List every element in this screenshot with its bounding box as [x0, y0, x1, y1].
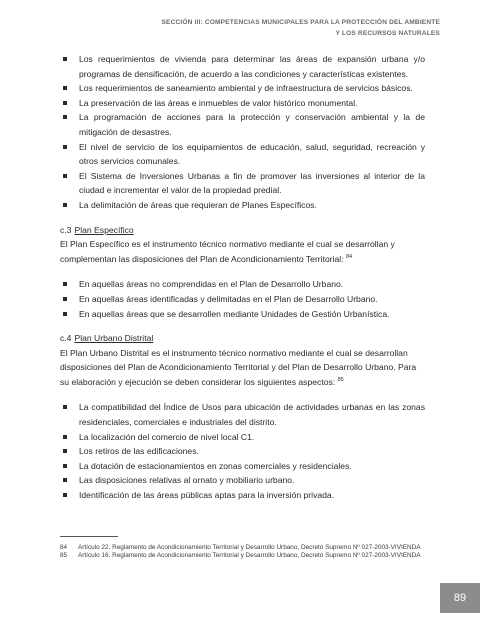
list-item: En aquellas áreas no comprendidas en el Plan de Desarrollo Urbano. [60, 277, 425, 292]
section-number: c.3 [60, 224, 72, 235]
footnote-text: Artículo 22. Reglamento de Acondicionamiento Territorial y Desarrollo Urbano, Decreto Supremo Nº 027-2003-VIVIENDA [78, 544, 421, 551]
list-item: La programación de acciones para la protección y conservación ambiental y la de mitigación de desastres. [60, 110, 425, 139]
section-heading-c3 [60, 223, 425, 238]
main-content [60, 52, 425, 503]
footnote-number: 85 [60, 552, 68, 560]
footnote-ref-85[interactable]: 85 [337, 377, 344, 384]
bullet-list-c4 [60, 400, 425, 502]
footnote-text: Artículo 16. Reglamento de Acondicionamiento Territorial y Desarrollo Urbano, Decreto Supremo Nº 027-2003-VIVIENDA [78, 552, 421, 560]
section-paragraph-c4 [60, 346, 425, 390]
footnote-84 [60, 544, 440, 552]
list-item: Los retiros de las edificaciones. [60, 444, 425, 459]
footnote-85 [60, 552, 440, 560]
paragraph-text: El Plan Específico es el instrumento técnico normativo mediante el cual se desarrollan y complementan las disposiciones del Plan de Acondicionamiento Territorial: [60, 239, 395, 264]
header-line-2: Y LOS RECURSOS NATURALES [335, 30, 440, 37]
footnote-number: 84 [60, 544, 68, 551]
list-item: La compatibilidad del Índice de Usos para ubicación de actividades urbanas en las zonas residenciales, comerciales e industriales del distrito. [60, 400, 425, 429]
footnote-ref-84[interactable]: 84 [345, 253, 353, 260]
section-number: c.4 [60, 333, 72, 344]
list-item: Los requerimientos de vivienda para determinar las áreas de expansión urbana y/o programas de densificación, de acuerdo a las condiciones y características existentes. [60, 52, 425, 81]
list-item: El nivel de servicio de los equipamientos de educación, salud, seguridad, recreación y otros servicios comunales. [60, 140, 425, 169]
list-item: Los requerimientos de saneamiento ambiental y de infraestructura de servicios básicos. [60, 81, 425, 96]
page-header [20, 17, 440, 39]
list-item: Las disposiciones relativas al ornato y mobiliario urbano. [60, 473, 425, 488]
list-item: La dotación de estacionamientos en zonas comerciales y residenciales. [60, 459, 425, 474]
list-item: La localización del comercio de nivel local C1. [60, 430, 425, 445]
list-item: El Sistema de Inversiones Urbanas a fin de promover las inversiones al interior de la ciudad e incrementar el valor de la propiedad predial. [60, 169, 425, 198]
paragraph-text: El Plan Urbano Distrital es el instrumento técnico normativo mediante el cual se desarrollan disposiciones del Plan de Acondicionamiento Territorial y del Plan de Desarrollo Urbano. Para su elaboración y ejecución se deben considerar los siguientes aspectos: [60, 347, 417, 387]
page-number: 89 [440, 583, 480, 613]
header-line-1: SECCIÓN III: COMPETENCIAS MUNICIPALES PARA LA PROTECCIÓN DEL AMBIENTE [161, 19, 440, 26]
section-heading-c4 [60, 331, 425, 346]
section-title: Plan Específico [74, 224, 134, 235]
list-item: Identificación de las áreas públicas aptas para la inversión privada. [60, 488, 425, 503]
list-item: En aquellas áreas que se desarrollen mediante Unidades de Gestión Urbanística. [60, 307, 425, 322]
bullet-list-c3 [60, 277, 425, 321]
section-paragraph-c3 [60, 237, 425, 266]
bullet-list-plan-contents [60, 52, 425, 213]
list-item: En aquellas áreas identificadas y delimitadas en el Plan de Desarrollo Urbano. [60, 292, 425, 307]
section-title: Plan Urbano Distrital [74, 333, 154, 344]
list-item: La delimitación de áreas que requieran de Planes Específicos. [60, 198, 425, 213]
footnotes [60, 536, 440, 561]
footnote-divider [60, 536, 118, 537]
list-item: La preservación de las áreas e inmuebles de valor histórico monumental. [60, 96, 425, 111]
